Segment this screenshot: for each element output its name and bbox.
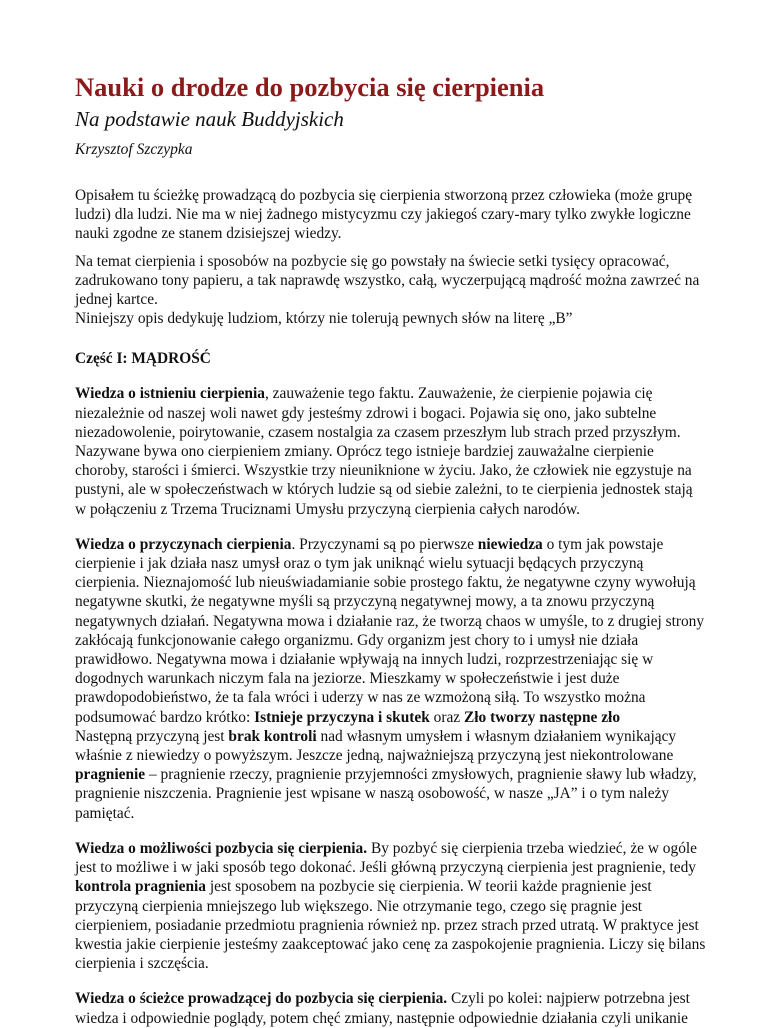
intro-paragraph-2-text: Na temat cierpienia i sposobów na pozbycie się go powstały na świecie setki tysięcy opracować, zadrukowano tony papieru, a tak naprawdę wszystko, całą, wyczerpującą mądrość można zawrzeć na jednej kartce. (75, 252, 700, 309)
section-knowledge-of-suffering (75, 384, 707, 518)
section-possibility-of-ending-suffering (75, 839, 707, 973)
document-title: Nauki o drodze do pozbycia się cierpienia (75, 72, 545, 102)
section-lead: Wiedza o możliwości pozbycia się cierpienia. (75, 839, 368, 857)
document-author: Krzysztof Szczypka (75, 141, 193, 158)
section-text: Następną przyczyną jest (75, 727, 229, 745)
section-lead: Wiedza o przyczynach cierpienia (75, 535, 292, 553)
dedication-line: Niniejszy opis dedykuję ludziom, którzy nie tolerują pewnych słów na literę „B” (75, 310, 573, 328)
intro-paragraph-2 (75, 252, 707, 329)
section-text: Czyli po kolei: najpierw potrzebna jest wiedza i odpowiednie poglądy, potem chęć zmiany, następnie odpowiednie działania czyli unikanie (75, 990, 690, 1027)
emphasis: kontrola pragnienia (75, 878, 206, 896)
section-text: By pozbyć się cierpienia trzeba wiedzieć, że w ogóle jest to możliwe i w jaki sposób tego dokonać. Jeśli główną przyczyną cierpienia jest pragnienie, tedy (75, 839, 698, 877)
emphasis: Istnieje przyczyna i skutek (254, 708, 430, 726)
section-lead: Wiedza o istnieniu cierpienia (75, 385, 265, 403)
section-text: o tym jak powstaje cierpienie i jak działa nasz umysł oraz o tym jak uniknąć wielu sytuacji będących przyczyną cierpienia. Nieznajomość lub nieuświadamianie sobie prostego faktu, że negatywne czyny wywołują negatywne skutki, że negatywne myśli są przyczyną negatywnej mowy, a ta znowu przyczyną negatywnych działań. Negatywna mowa i działanie raz, że tworzą chaos w umyśle, to z drugiej strony zakłócają funkcjonowanie całego organizmu. Gdy organizm jest chory to i umysł nie działa prawidłowo. Negatywna mowa i działanie wpływają na innych ludzi, rozprzestrzeniając się w dogodnych warunkach niczym fala na jeziorze. Mieszkamy w społeczeństwie i jest duże prawdopodobieństwo, że ta fala wróci i uderzy w nas ze wzmożoną siłą. To wszystko można podsumować bardzo krótko: (75, 535, 705, 726)
section-lead: Wiedza o ścieżce prowadzącej do pozbycia się cierpienia. (75, 990, 448, 1008)
section-path-to-ending-suffering (75, 989, 707, 1027)
section-causes-of-suffering (75, 535, 707, 823)
emphasis: brak kontroli (228, 727, 317, 745)
intro-paragraph-1: Opisałem tu ścieżkę prowadzącą do pozbycia się cierpienia stworzoną przez człowieka (może grupę ludzi) dla ludzi. Nie ma w niej żadnego mistycyzmu czy jakiegoś czary-mary tylko zwykłe logiczne nauki zgodne ze stanem dzisiejszej wiedzy. (75, 187, 693, 243)
document-content (75, 70, 707, 1028)
section-text: , zauważenie tego faktu. Zauważenie, że cierpienie pojawia cię niezależnie od naszej woli nawet gdy jesteśmy zdrowi i bogaci. Pojawia się ono, jako subtelne niezadowolenie, poirytowanie, czasem nostalgia za czasem przeszłym lub strach przed przyszłym. Nazywane bywa ono cierpieniem zmiany. Oprócz tego istnieje bardziej zauważalne cierpienie choroby, starości i śmierci. Wszystkie trzy nieuniknione w życiu. Jako, że człowiek nie egzystuje na pustyni, ale w społeczeństwach w których ludzie są od siebie zależni, to te cierpienia jednostek stają w połączeniu z Trzema Truciznami Umysłu przyczyną cierpienia całych narodów. (75, 385, 693, 518)
section-text: oraz (429, 708, 464, 726)
section-text: nad własnym umysłem i własnym działaniem wynikający właśnie z niewiedzy o powyższym. Jeszcze jedną, najważniejszą przyczyną jest niekontrolowane (75, 727, 677, 765)
section-text: – pragnienie rzeczy, pragnienie przyjemności zmysłowych, pragnienie sławy lub władzy, pragnienie niszczenia. Pragnienie jest wpisane w naszą osobowość, w nasze „JA” i o tym należy pamiętać. (75, 766, 697, 822)
emphasis: pragnienie (75, 766, 146, 784)
emphasis: niewiedza (477, 535, 543, 553)
section-text: jest sposobem na pozbycie się cierpienia. W teorii każde pragnienie jest przyczyną cierpienia mniejszego lub większego. Nie otrzymanie tego, czego się pragnie jest cierpieniem, posiadanie przedmiotu pragnienia również np. przez strach przed utratą. W praktyce jest kwestia jakie cierpienie jesteśmy zaakceptować jako cenę za zaspokojenie pragnienia. Liczy się bilans cierpienia i szczęścia. (75, 878, 706, 973)
section-text: . Przyczynami są po pierwsze (291, 535, 478, 553)
emphasis: Zło tworzy następne zło (463, 708, 621, 726)
document-subtitle: Na podstawie nauk Buddyjskich (75, 107, 344, 131)
part-1-heading: Część I: MĄDROŚĆ (75, 350, 211, 368)
